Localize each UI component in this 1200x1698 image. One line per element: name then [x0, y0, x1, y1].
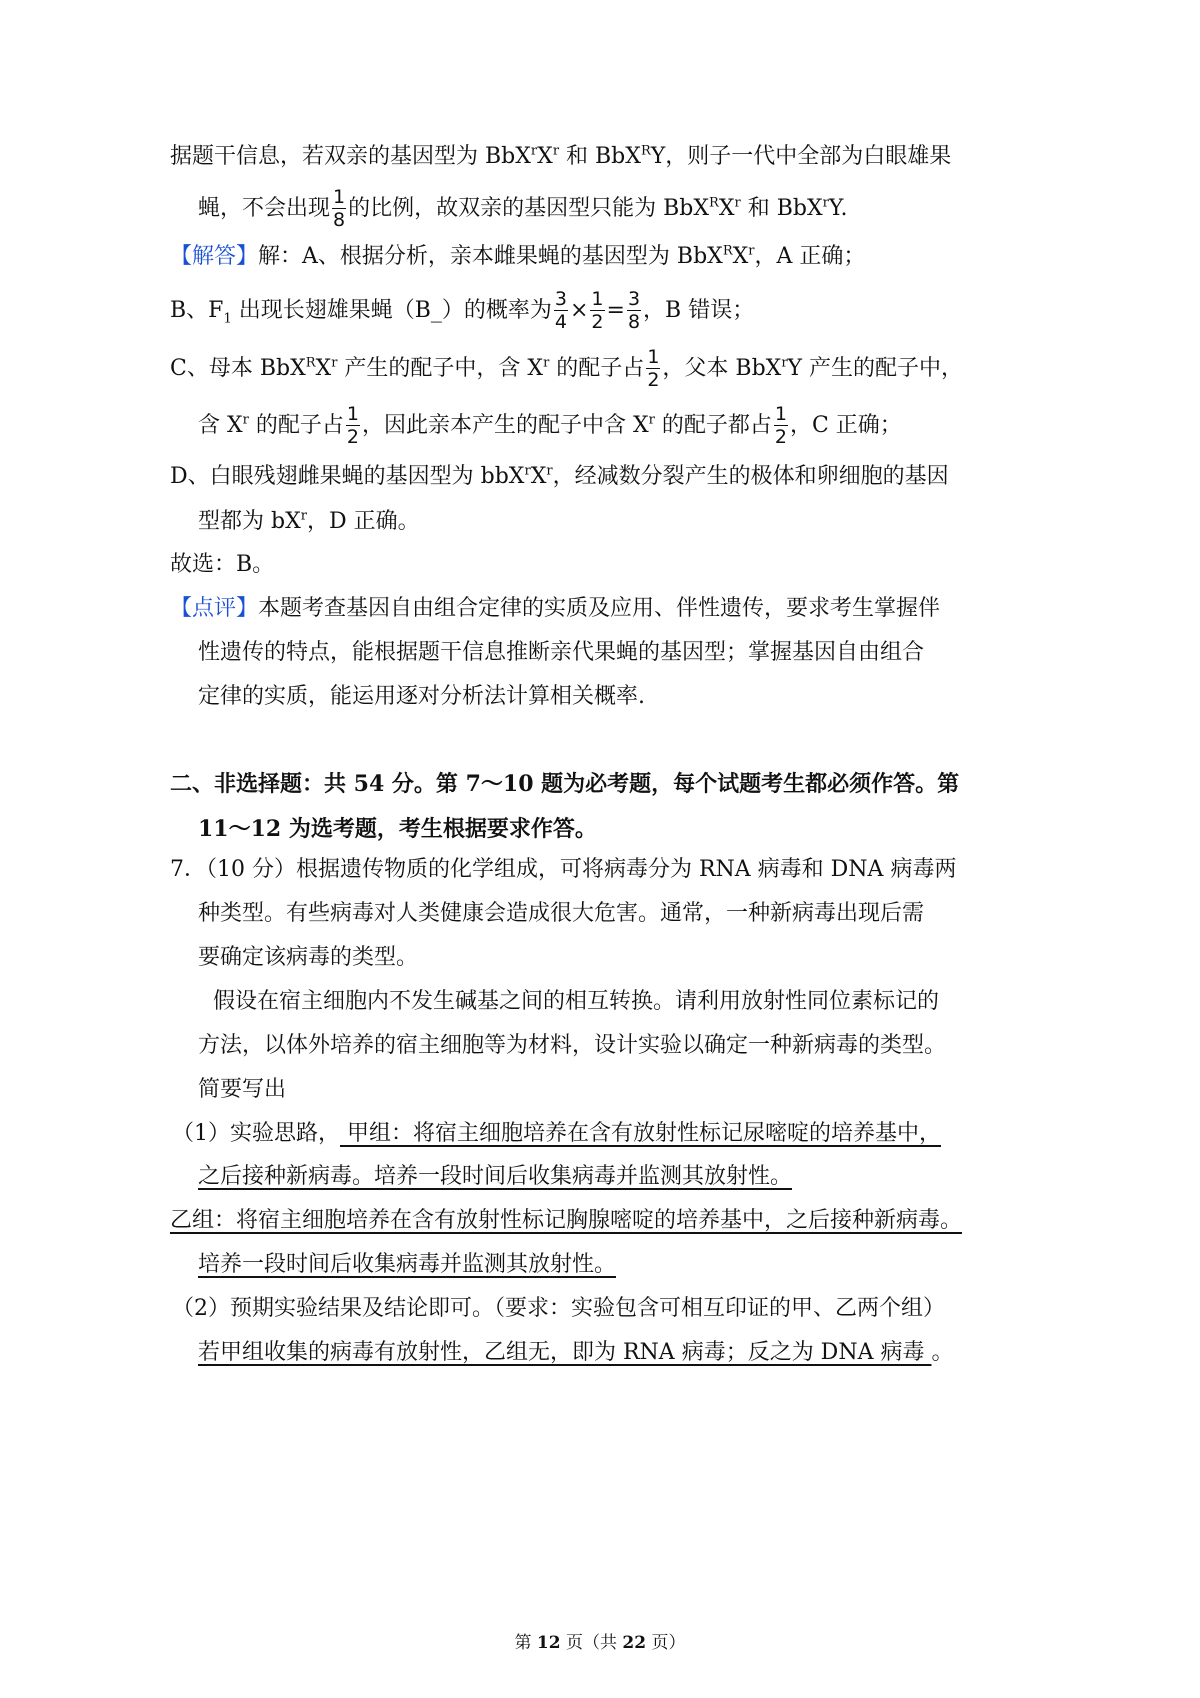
answer-choice: 故选：B。: [170, 552, 275, 577]
analysis-line-2: 蝇，不会出现 $\frac{1}{8}$ 的比例，故双亲的基因型只能为 $BbX^RX^r$ 和 BbX$^r$Y.: [198, 186, 848, 231]
q7-part1-answer-1: 甲组：将宿主细胞培养在含有放射性标记尿嘧啶的培养基中，: [340, 1121, 941, 1146]
comment-line-1: 【点评】本题考查基因自由组合定律的实质及应用、伴性遗传，要求考生掌握伴: [170, 596, 941, 621]
q7-part1-answer-4: 培养一段时间后收集病毒并监测其放射性。: [198, 1252, 617, 1277]
comment-line-3: 定律的实质，能运用逐对分析法计算相关概率.: [198, 684, 645, 709]
fraction-one-eighth: $\frac{1}{8}$: [333, 186, 346, 231]
answer-line-b: B、$F_1$ 出现长翅雄果蝇（B_）的概率为 $\frac{3}{4}$ × $\frac{1}{2}$ = $\frac{3}{8}$ ，B 错误；: [170, 288, 755, 333]
q7-line-1: 7．（10 分）根据遗传物质的化学组成，可将病毒分为 RNA 病毒和 DNA 病毒两: [170, 857, 957, 882]
page-total: 22: [622, 1633, 647, 1653]
q7-line-5: 方法，以体外培养的宿主细胞等为材料，设计实验以确定一种新病毒的类型。: [198, 1033, 947, 1058]
q7-line-2: 种类型。有些病毒对人类健康会造成很大危害。通常，一种新病毒出现后需: [198, 901, 925, 926]
answer-line-d1: D、白眼残翅雌果蝇的基因型为 $bbX^rX^r$，经减数分裂产生的极体和卵细胞的基因: [170, 463, 949, 489]
answer-line-c1: C、母本 $BbX^RX^r$ 产生的配子中，含 $X^r$ 的配子占 $\frac{1}{2}$ ，父本 BbX$^r$Y 产生的配子中，: [170, 346, 964, 391]
answer-line-c2: 含 $X^r$ 的配子占 $\frac{1}{2}$ ，因此亲本产生的配子中含 $X^r$ 的配子都占 $\frac{1}{2}$ ，C 正确；: [198, 403, 902, 448]
section-heading-line-2: 11～12 为选考题，考生根据要求作答。: [198, 816, 597, 842]
answer-tag: 【解答】: [170, 244, 259, 269]
q7-part2-line: 若甲组收集的病毒有放射性，乙组无，即为 RNA 病毒；反之为 DNA 病毒 。: [198, 1340, 954, 1365]
page-footer: 第 12 页（共 22 页）: [514, 1633, 686, 1653]
q7-part1-label: （1）实验思路，: [172, 1121, 340, 1146]
comment-tag: 【点评】: [170, 596, 259, 621]
q7-part1-answer-3: 乙组：将宿主细胞培养在含有放射性标记胸腺嘧啶的培养基中，之后接种新病毒。: [170, 1208, 963, 1233]
answer-line-d2: 型都为 $bX^r$，D 正确。: [198, 508, 420, 534]
q7-part1-line: [172, 1117, 941, 1151]
q7-part1-answer-2: 之后接种新病毒。培养一段时间后收集病毒并监测其放射性。: [198, 1164, 793, 1189]
comment-line-2: 性遗传的特点，能根据题干信息推断亲代果蝇的基因型；掌握基因自由组合: [198, 640, 925, 665]
q7-line-4: 假设在宿主细胞内不发生碱基之间的相互转换。请利用放射性同位素标记的: [213, 989, 940, 1014]
answer-line-a: 【解答】解：A、根据分析，亲本雌果蝇的基因型为 $BbX^RX^r$，A 正确；: [170, 243, 866, 269]
q7-part2-answer: 若甲组收集的病毒有放射性，乙组无，即为 RNA 病毒；反之为 DNA 病毒: [198, 1340, 932, 1365]
q7-part2-label: （2）预期实验结果及结论即可。（要求：实验包含可相互印证的甲、乙两个组）: [172, 1296, 945, 1321]
section-heading-line-1: 二、非选择题：共 54 分。第 7～10 题为必考题，每个试题考生都必须作答。第: [170, 771, 960, 797]
q7-line-3: 要确定该病毒的类型。: [198, 945, 419, 970]
page-number: 12: [536, 1633, 561, 1653]
analysis-line-1: 据题干信息，若双亲的基因型为 $BbX^rX^r$ 和 BbX$^R$Y，则子一代中全部为白眼雄果: [170, 143, 952, 169]
q7-line-6: 简要写出: [198, 1077, 287, 1102]
